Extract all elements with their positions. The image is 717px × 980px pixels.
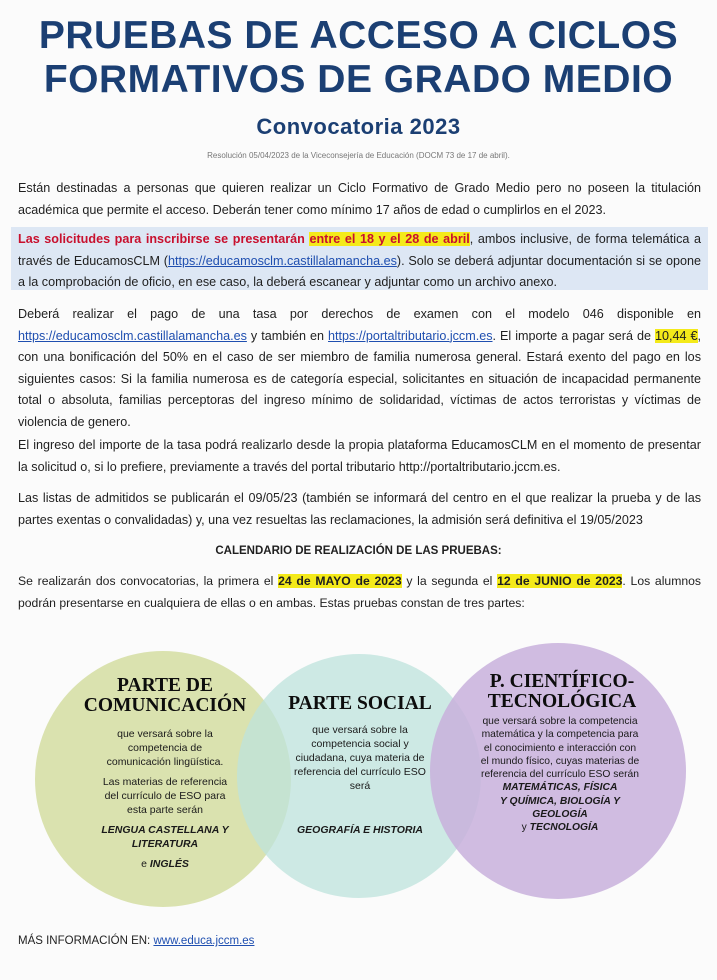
subtitle: Convocatoria 2023: [256, 114, 461, 139]
resolution-note: Resolución 05/04/2023 de la Viceconsejería de Educación (DOCM 73 de 17 de abril).: [207, 151, 510, 160]
fee-amount: 10,44 €: [654, 328, 698, 343]
payment-text-b: y también en: [246, 328, 329, 343]
more-info: [18, 935, 254, 947]
calendar-text-c: . Los alumnos podrán presentarse en cualquiera de ellas o en ambas. Estas pruebas constan de tres partes:: [18, 574, 701, 610]
applications-text-a: , ambos inclusive, de forma telemática a través de EducamosCLM (: [18, 232, 701, 268]
social-subjects: GEOGRAFÍA E HISTORIA: [296, 824, 423, 836]
comunicacion-subjects: LENGUA CASTELLANA Y LITERATURA: [101, 824, 229, 850]
first-date: 24 de MAYO de 2023: [278, 574, 402, 588]
educamos-link[interactable]: https://educamosclm.castillalamancha.es: [167, 253, 397, 268]
comunicacion-and: e: [141, 858, 150, 870]
cientifico-subjects-2: TECNOLOGÍA: [529, 822, 599, 834]
cientifico-desc: que versará sobre la competencia matemática y la competencia para el conocimiento e interacción con el mundo físico, cuyas materias de referencia del currículo ESO serán: [480, 716, 640, 781]
applications-red: Las solicitudes para inscribirse se presentarán: [18, 232, 305, 246]
calendar-text-b: y la segunda el: [401, 574, 498, 588]
cientifico-subjects-2-line: [480, 821, 640, 834]
comunicacion-desc: [70, 727, 260, 871]
social-desc: que versará sobre la competencia social y ciudadana, cuya materia de referencia del currículo ESO será: [294, 724, 426, 792]
educamos-link-2[interactable]: https://educamosclm.castillalamancha.es: [18, 328, 247, 343]
comunicacion-title: PARTE DE COMUNICACIÓN: [83, 675, 247, 716]
calendar-heading: CALENDARIO DE REALIZACIÓN DE LAS PRUEBAS:: [215, 545, 502, 557]
more-info-label: MÁS INFORMACIÓN EN:: [18, 935, 154, 947]
cientifico-and: y: [521, 822, 530, 834]
title-line-1: PRUEBAS DE ACCESO A CICLOS: [38, 14, 679, 57]
second-date: 12 de JUNIO de 2023: [497, 574, 623, 588]
intro-paragraph: Están destinadas a personas que quieren realizar un Ciclo Formativo de Grado Medio pero no poseen la titulación académica que permite el acceso. Deberán tener como mínimo 17 años de edad o cumplirlos en el 2023.: [18, 181, 701, 217]
cientifico-subjects: MATEMÁTICAS, FÍSICA Y QUÍMICA, BIOLOGÍA Y GEOLOGÍA: [500, 782, 620, 821]
portal-tributario-link[interactable]: https://portaltributario.jccm.es: [328, 328, 493, 343]
calendar-text-a: Se realizarán dos convocatorias, la primera el: [18, 574, 279, 588]
comunicacion-subjects-2-line: [70, 857, 260, 871]
comunicacion-materias: Las materias de referencia del currículo de ESO para esta parte serán: [102, 776, 228, 816]
cientifico-title: P. CIENTÍFICO-TECNOLÓGICA: [487, 671, 637, 712]
ingreso-paragraph: El ingreso del importe de la tasa podrá realizarlo desde la propia plataforma EducamosCLM en el momento de presentar la solicitud o, si lo prefiere, previamente a través del portal tributario http://portaltributario.jccm.es.: [18, 438, 701, 474]
comunicacion-subjects-2: INGLÉS: [149, 858, 189, 870]
applications-dates: entre el 18 y el 28 de abril: [309, 232, 470, 246]
listas-paragraph: Las listas de admitidos se publicarán el 09/05/23 (también se informará del centro en el que realizar la prueba y de las partes exentas o convalidadas) y, una vez resueltas las reclamaciones, la admisión será definitiva el 19/05/2023: [18, 491, 701, 527]
payment-text-d: , con una bonificación del 50% en el caso de ser miembro de familia numerosa general. Estará exento del pago en los siguientes casos: Si la familia numerosa es de categoría especial, solicitantes en situación de incapacidad permanente total o absoluta, familias perceptoras del ingreso mínimo de solidaridad, víctimas de actos terroristas y víctimas de violencia de genero.: [18, 328, 701, 429]
payment-text-c: . El importe a pagar será de: [492, 328, 655, 343]
social-title: PARTE SOCIAL: [288, 693, 432, 714]
educa-link[interactable]: www.educa.jccm.es: [153, 935, 255, 947]
title-line-2: FORMATIVOS DE GRADO MEDIO: [43, 58, 674, 101]
applications-text-b: ). Solo se deberá adjuntar documentación si se opone a la comprobación de oficio, en ese caso, la deberá escanear y adjuntar como un archivo anexo.: [18, 253, 701, 289]
comunicacion-competencia: que versará sobre la competencia de comunicación lingüística.: [106, 728, 224, 768]
cientifico-block: [480, 715, 640, 835]
payment-text-a: Deberá realizar el pago de una tasa por derechos de examen con el modelo 046 disponible en: [18, 307, 701, 321]
